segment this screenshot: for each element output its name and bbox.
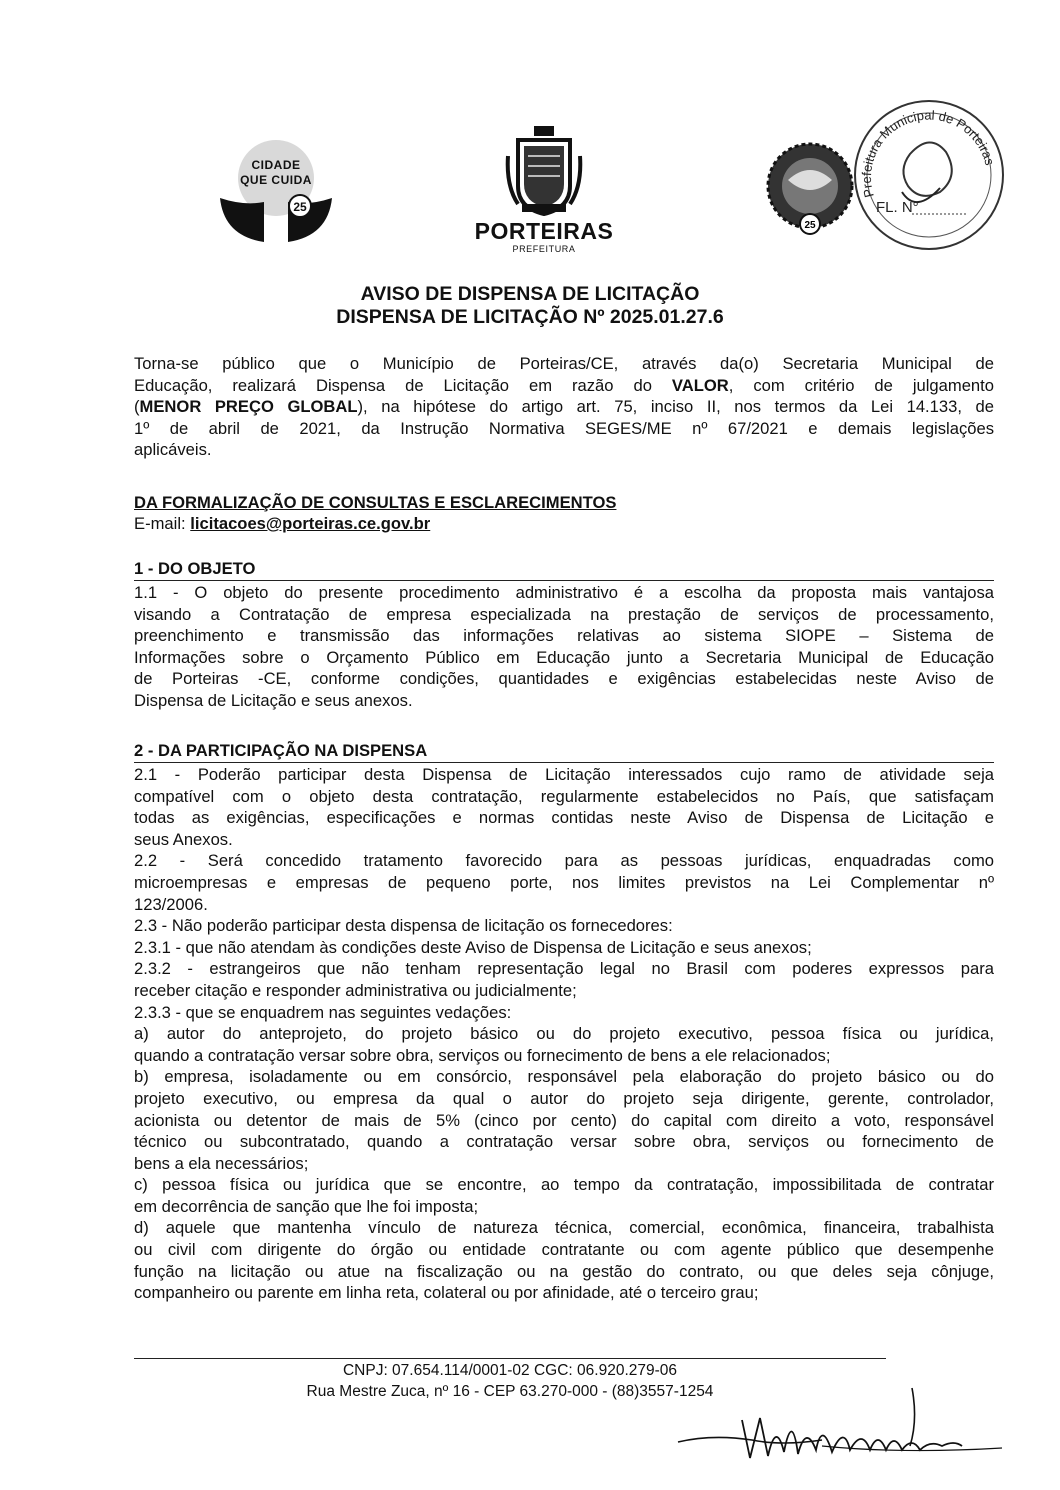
objeto-paragraph bbox=[134, 582, 994, 712]
porteiras-crest-icon bbox=[504, 126, 584, 218]
objeto-divider bbox=[134, 580, 994, 581]
intro-line: aplicáveis. bbox=[134, 440, 212, 460]
consultas-heading: DA FORMALIZAÇÃO DE CONSULTAS E ESCLARECIMENTOS bbox=[134, 493, 617, 512]
participacao-line: função na licitação ou atue na fiscalização ou na gestão do contrato, ou que deles seja cônjuge, bbox=[134, 1261, 994, 1281]
objeto-line: 1.1 - O objeto do presente procedimento administrativo é a escolha da proposta mais vantajosa bbox=[134, 583, 994, 602]
email-label: E-mail: bbox=[134, 514, 186, 533]
anniversary-badge-icon bbox=[758, 140, 862, 236]
participacao-line: acionista ou detentor de mais de 5% (cinco por cento) do capital com direito a voto, responsável bbox=[134, 1110, 994, 1130]
svg-text:25: 25 bbox=[804, 220, 816, 231]
participacao-line: 123/2006. bbox=[134, 894, 208, 914]
participacao-line: compatível com o objeto desta contratação, regularmente estabelecidos no País, que satisfaçam bbox=[134, 786, 994, 806]
participacao-line: todas as exigências, especificações e normas contidas neste Aviso de Dispensa de Licitação e bbox=[134, 808, 994, 828]
participacao-line: bens a ela necessários; bbox=[134, 1153, 309, 1173]
participacao-line: receber citação e responder administrativa ou judicialmente; bbox=[134, 980, 577, 1000]
participacao-line: 2.2 - Será concedido tratamento favorecido para as pessoas jurídicas, enquadradas como bbox=[134, 851, 994, 871]
participacao-line: em decorrência de sanção que lhe foi imposta; bbox=[134, 1196, 479, 1216]
intro-line: Torna-se público que o Município de Porteiras/CE, através da(o) Secretaria Municipal de bbox=[134, 354, 994, 373]
intro-line: 1º de abril de 2021, da Instrução Normativa SEGES/ME nº 67/2021 e demais legislações bbox=[134, 418, 994, 438]
participacao-line: 2.3.3 - que se enquadrem nas seguintes vedações: bbox=[134, 1002, 512, 1022]
participacao-body bbox=[134, 764, 994, 1304]
footer-address: Rua Mestre Zuca, nº 16 - CEP 63.270-000 - (88)3557-1254 bbox=[306, 1383, 714, 1400]
svg-text:25: 25 bbox=[293, 200, 307, 214]
objeto-line: Dispensa de Licitação e seus anexos. bbox=[134, 690, 413, 710]
participacao-line: 2.3.2 - estrangeiros que não tenham representação legal no Brasil com poderes expressos para bbox=[134, 959, 994, 979]
porteiras-logo-name: PORTEIRAS bbox=[474, 218, 614, 244]
objeto-line: preenchimento e transmissão das informações relativas ao sistema SIOPE – Sistema de bbox=[134, 626, 994, 646]
municipal-stamp bbox=[850, 96, 1008, 254]
svg-text:Prefeitura Municipal de Portei bbox=[859, 108, 998, 200]
intro-line: (MENOR PREÇO GLOBAL), na hipótese do artigo art. 75, inciso II, nos termos da Lei 14.133, de bbox=[134, 397, 994, 417]
participacao-line: 2.3 - Não poderão participar desta dispensa de licitação os fornecedores: bbox=[134, 916, 673, 936]
participacao-line: quando a contratação versar sobre obra, serviços ou fornecimento de bens a ele relacionados; bbox=[134, 1045, 831, 1065]
cidade-logo-graphic bbox=[214, 140, 338, 244]
handwritten-signature bbox=[672, 1380, 1008, 1466]
cidade-logo-line2: QUE CUIDA bbox=[240, 173, 312, 187]
stamp-fl-label: FL. N° bbox=[876, 199, 919, 216]
email-line bbox=[134, 513, 994, 535]
participacao-line: microempresas e empresas de pequeno porte, nos limites previstos na Lei Complementar nº bbox=[134, 872, 994, 892]
participacao-line: 2.1 - Poderão participar desta Dispensa de Licitação interessados cujo ramo de atividade seja bbox=[134, 765, 994, 784]
participacao-line: a) autor do anteprojeto, do projeto básico ou do projeto executivo, pessoa física ou jurídica, bbox=[134, 1024, 994, 1044]
participacao-line: projeto executivo, ou empresa da qual o autor do projeto seja dirigente, gerente, controlador, bbox=[134, 1088, 994, 1108]
objeto-line: Informações sobre o Orçamento Público em Educação junto a Secretaria Municipal de Educação bbox=[134, 647, 994, 667]
porteiras-logo-sub: PREFEITURA bbox=[512, 244, 576, 254]
intro-line: Educação, realizará Dispensa de Licitação em razão do VALOR, com critério de julgamento bbox=[134, 375, 994, 395]
participacao-line: seus Anexos. bbox=[134, 829, 233, 849]
cidade-que-cuida-logo bbox=[214, 140, 338, 244]
footer-cnpj: CNPJ: 07.654.114/0001-02 CGC: 06.920.279-06 bbox=[342, 1362, 678, 1379]
email-link[interactable]: licitacoes@porteiras.ce.gov.br bbox=[190, 514, 431, 533]
porteiras-logo bbox=[466, 126, 622, 256]
participacao-line: ou civil com dirigente do órgão ou entidade contratante ou com agente público que desempenhe bbox=[134, 1240, 994, 1260]
participacao-line: técnico ou subcontratado, quando a contratação versar sobre obra, serviços ou fornecimento de bbox=[134, 1132, 994, 1152]
participacao-line: 2.3.1 - que não atendam às condições deste Aviso de Dispensa de Licitação e seus anexos; bbox=[134, 937, 812, 957]
participacao-heading: 2 - DA PARTICIPAÇÃO NA DISPENSA bbox=[134, 741, 428, 760]
stamp-arc-text: Prefeitura Municipal de Porteiras bbox=[858, 107, 998, 200]
participacao-line: companheiro ou parente em linha reta, colateral ou por afinidade, até o terceiro grau; bbox=[134, 1283, 759, 1303]
objeto-line: visando a Contratação de empresa especializada na prestação de serviços de processamento, bbox=[134, 604, 994, 624]
document-number: DISPENSA DE LICITAÇÃO Nº 2025.01.27.6 bbox=[336, 306, 724, 328]
cidade-logo-line1: CIDADE bbox=[251, 158, 301, 172]
document-title: AVISO DE DISPENSA DE LICITAÇÃO bbox=[360, 283, 700, 305]
objeto-line: de Porteiras -CE, conforme condições, quantidades e exigências estabelecidas neste Aviso de bbox=[134, 669, 994, 689]
intro-paragraph bbox=[134, 353, 994, 461]
objeto-heading: 1 - DO OBJETO bbox=[134, 559, 256, 578]
participacao-line: c) pessoa física ou jurídica que se encontre, ao tempo da contratação, impossibilitada de contratar bbox=[134, 1175, 994, 1195]
participacao-line: d) aquele que mantenha vínculo de natureza técnica, comercial, econômica, financeira, trabalhista bbox=[134, 1218, 994, 1238]
participacao-divider bbox=[134, 762, 994, 763]
participacao-line: b) empresa, isoladamente ou em consórcio, responsável pela elaboração do projeto básico ou do bbox=[134, 1067, 994, 1087]
footer-divider bbox=[134, 1358, 886, 1359]
